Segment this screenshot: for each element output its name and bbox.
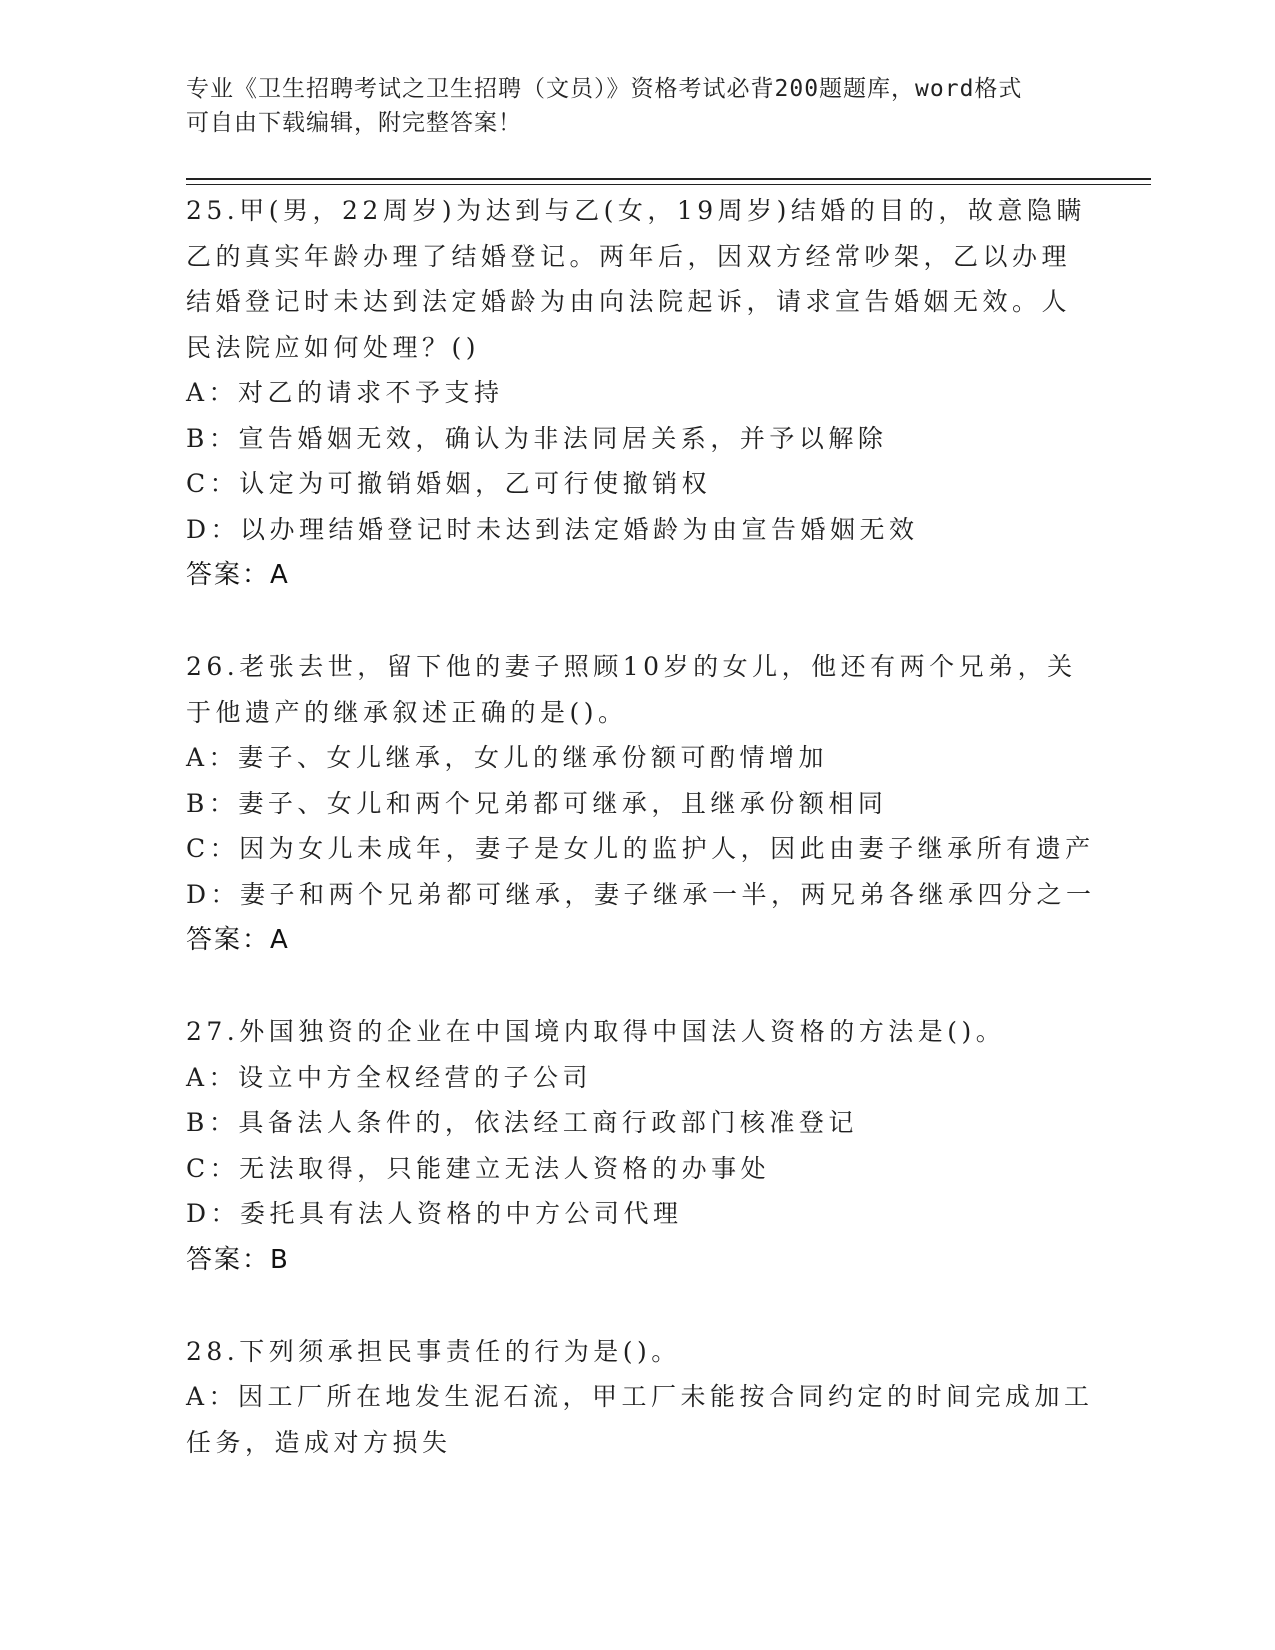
option-b: B：具备法人条件的，依法经工商行政部门核准登记 xyxy=(186,1108,858,1137)
option-a-continued: 任务，造成对方损失 xyxy=(186,1427,452,1457)
option-c: C：无法取得，只能建立无法人资格的办事处 xyxy=(186,1153,771,1183)
option-b: B：宣告婚姻无效，确认为非法同居关系，并予以解除 xyxy=(186,423,888,453)
answer-label: 答案：A xyxy=(186,560,290,590)
option-a: A：妻子、女儿继承，女儿的继承份额可酌情增加 xyxy=(186,743,829,772)
header-line-2: 可自由下载编辑，附完整答案！ xyxy=(186,110,522,136)
header-line-1: 专业《卫生招聘考试之卫生招聘（文员）》资格考试必背200题题库，word格式 xyxy=(186,76,1023,102)
question-28 xyxy=(186,1329,1094,1466)
answer-label: 答案：B xyxy=(186,1244,290,1275)
question-text-line: 26.老张去世，留下他的妻子照顾10岁的女儿，他还有两个兄弟，关 xyxy=(186,652,1077,681)
answer-label: 答案：A xyxy=(186,925,290,955)
header-divider-thick xyxy=(186,178,1151,180)
question-26 xyxy=(186,644,1096,963)
question-text-line: 25.甲(男，22周岁)为达到与乙(女，19周岁)结婚的目的，故意隐瞒 xyxy=(186,196,1086,225)
question-text-line: 民法院应如何处理？() xyxy=(186,332,481,362)
header-divider-thin xyxy=(186,184,1151,185)
question-25 xyxy=(186,188,1086,598)
question-list xyxy=(186,188,1096,1511)
option-c: C：因为女儿未成年，妻子是女儿的监护人，因此由妻子继承所有遗产 xyxy=(186,834,1095,863)
question-text-line: 27.外国独资的企业在中国境内取得中国法人资格的方法是()。 xyxy=(186,1017,1006,1046)
option-d: D：以办理结婚登记时未达到法定婚龄为由宣告婚姻无效 xyxy=(186,514,919,544)
option-d: D：委托具有法人资格的中方公司代理 xyxy=(186,1199,683,1228)
document-header xyxy=(186,72,1076,140)
option-d: D：妻子和两个兄弟都可继承，妻子继承一半，两兄弟各继承四分之一 xyxy=(186,879,1096,909)
question-text-line: 结婚登记时未达到法定婚龄为由向法院起诉，请求宣告婚姻无效。人 xyxy=(186,287,1072,316)
option-a: A：对乙的请求不予支持 xyxy=(186,378,504,407)
question-text-line: 28.下列须承担民事责任的行为是()。 xyxy=(186,1336,681,1366)
question-text-line: 于他遗产的继承叙述正确的是()。 xyxy=(186,697,628,727)
option-c: C：认定为可撤销婚姻，乙可行使撤销权 xyxy=(186,469,712,498)
option-b: B：妻子、女儿和两个兄弟都可继承，且继承份额相同 xyxy=(186,788,888,818)
question-27 xyxy=(186,1009,1086,1283)
option-a: A：因工厂所在地发生泥石流，甲工厂未能按合同约定的时间完成加工 xyxy=(186,1382,1094,1411)
option-a: A：设立中方全权经营的子公司 xyxy=(186,1062,593,1092)
question-text-line: 乙的真实年龄办理了结婚登记。两年后，因双方经常吵架，乙以办理 xyxy=(186,241,1072,271)
